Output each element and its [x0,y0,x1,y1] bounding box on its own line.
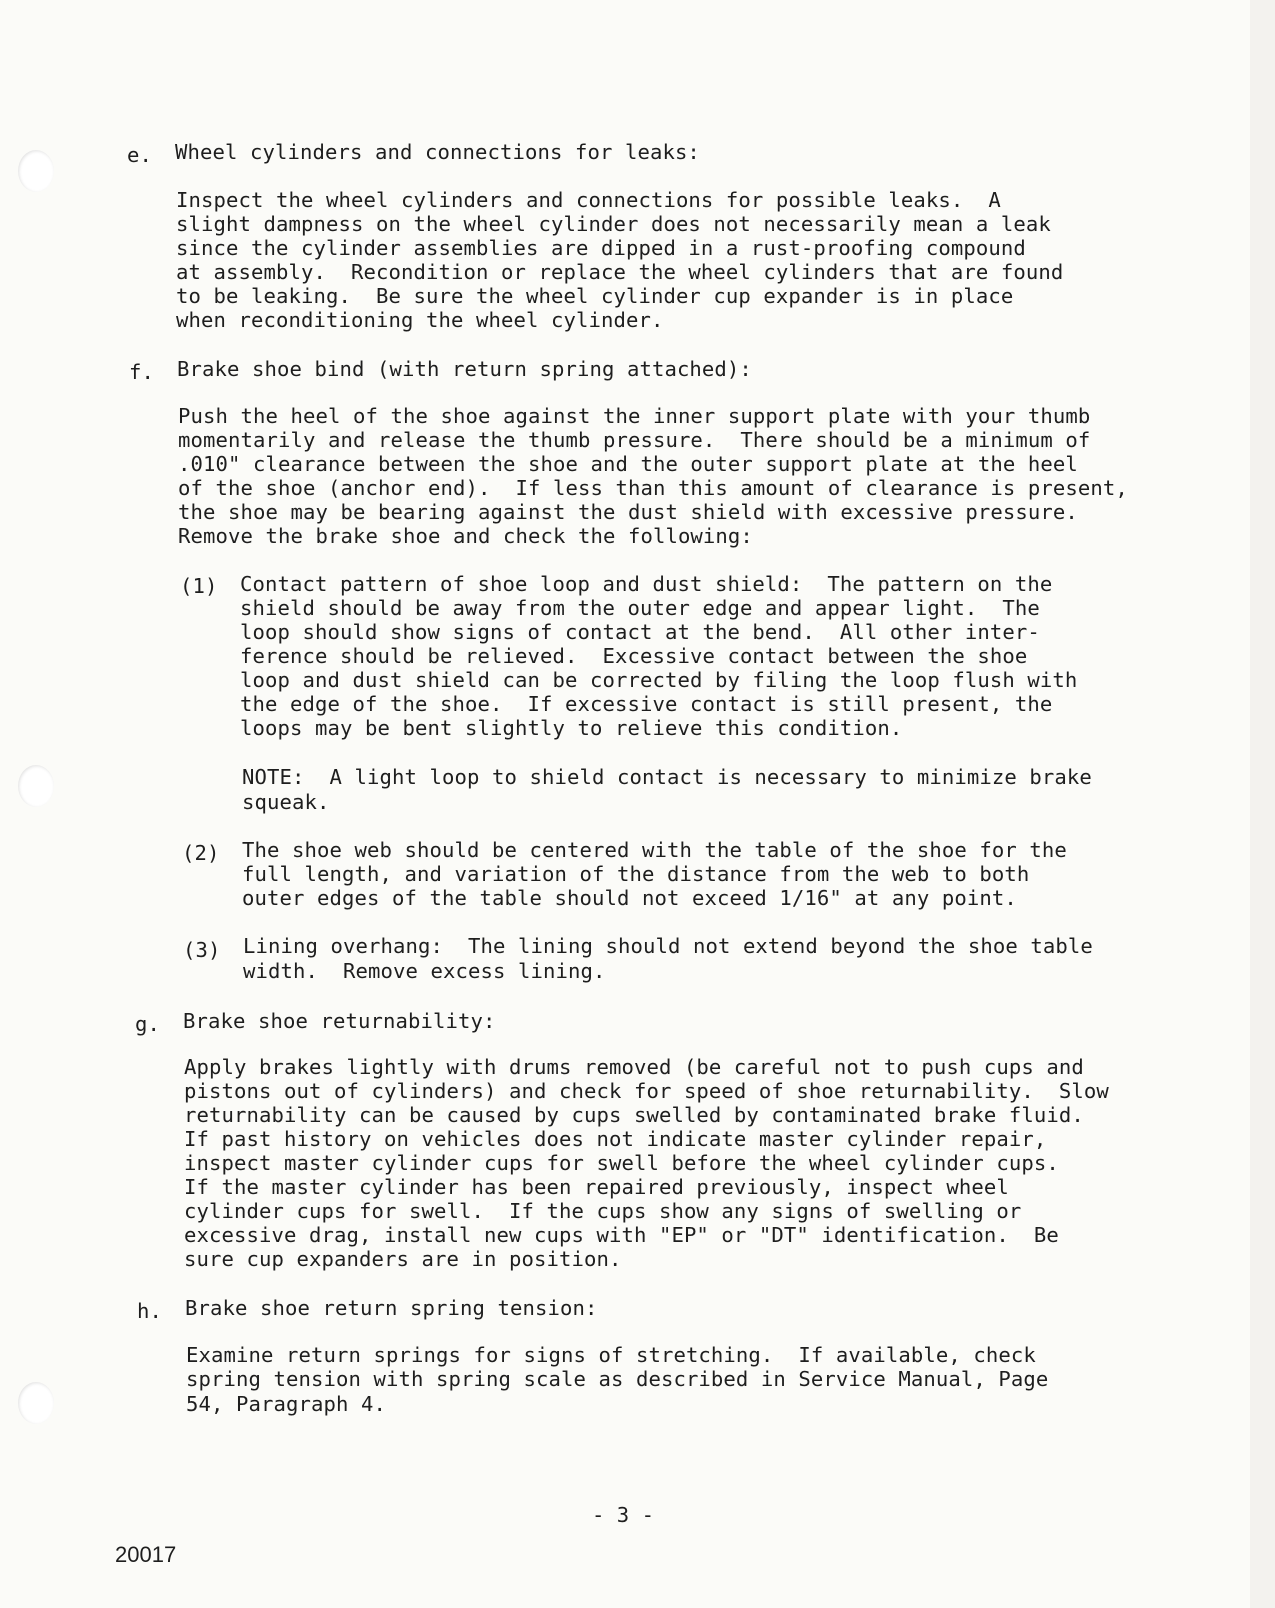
punch-hole [18,150,54,192]
body-line: If past history on vehicles does not indicate master cylinder repair, [184,1127,1047,1151]
item-number: (1) [180,574,218,598]
body-line: pistons out of cylinders) and check for speed of shoe returnability. Slow [184,1079,1109,1103]
body-line: sure cup expanders are in position. [184,1247,622,1271]
body-line: excessive drag, install new cups with "EP" or "DT" identification. Be [184,1223,1059,1247]
item-line: loop should show signs of contact at the bend. All other inter- [240,620,1040,644]
item-line: loops may be bent slightly to relieve this condition. [240,716,903,740]
section-heading: Brake shoe returnability: [183,1009,496,1033]
section-heading: Wheel cylinders and connections for leaks: [175,140,700,164]
section-heading: Brake shoe bind (with return spring attached): [177,357,752,381]
document-number: 20017 [115,1542,177,1567]
body-line: the shoe may be bearing against the dust shield with excessive pressure. [178,500,1078,524]
item-number: (2) [182,841,220,865]
body-line: returnability can be caused by cups swelled by contaminated brake fluid. [184,1103,1084,1127]
item-line: ference should be relieved. Excessive contact between the shoe [240,644,1028,668]
punch-hole [18,765,54,807]
item-line: full length, and variation of the distance from the web to both [242,862,1030,886]
section-heading: Brake shoe return spring tension: [185,1296,598,1320]
item-number: (3) [183,938,221,962]
body-line: Remove the brake shoe and check the following: [178,524,753,548]
punch-hole [18,1382,54,1424]
section-letter: f. [129,360,154,384]
item-line: shield should be away from the outer edge and appear light. The [240,596,1040,620]
body-line: If the master cylinder has been repaired previously, inspect wheel [184,1175,1009,1199]
body-line: inspect master cylinder cups for swell before the wheel cylinder cups. [184,1151,1059,1175]
body-line: Apply brakes lightly with drums removed (be careful not to push cups and [184,1055,1084,1079]
item-line: Contact pattern of shoe loop and dust shield: The pattern on the [240,572,1053,596]
body-line: at assembly. Recondition or replace the wheel cylinders that are found [176,260,1064,284]
item-line: The shoe web should be centered with the table of the shoe for the [242,838,1067,862]
body-line: Inspect the wheel cylinders and connections for possible leaks. A [176,188,1001,212]
body-line: to be leaking. Be sure the wheel cylinder cup expander is in place [176,284,1014,308]
body-line: cylinder cups for swell. If the cups show any signs of swelling or [184,1199,1022,1223]
page-number: - 3 - [592,1503,654,1527]
item-line: the edge of the shoe. If excessive contact is still present, the [240,692,1053,716]
section-letter: e. [127,143,152,167]
body-line: .010" clearance between the shoe and the outer support plate at the heel [178,452,1078,476]
note-line: squeak. [242,790,330,814]
item-line: width. Remove excess lining. [243,959,606,983]
section-letter: g. [135,1012,160,1036]
body-line: when reconditioning the wheel cylinder. [176,308,664,332]
body-line: momentarily and release the thumb pressure. There should be a minimum of [178,428,1091,452]
body-line: since the cylinder assemblies are dipped in a rust-proofing compound [176,236,1026,260]
section-letter: h. [137,1299,162,1323]
body-line: 54, Paragraph 4. [186,1392,386,1416]
body-line: of the shoe (anchor end). If less than this amount of clearance is present, [178,476,1128,500]
body-line: Push the heel of the shoe against the inner support plate with your thumb [178,404,1091,428]
item-line: outer edges of the table should not exceed 1/16" at any point. [242,886,1017,910]
body-line: slight dampness on the wheel cylinder does not necessarily mean a leak [176,212,1051,236]
item-line: loop and dust shield can be corrected by filing the loop flush with [240,668,1078,692]
note-line: NOTE: A light loop to shield contact is necessary to minimize brake [242,765,1092,789]
item-line: Lining overhang: The lining should not extend beyond the shoe table [243,934,1093,958]
body-line: spring tension with spring scale as described in Service Manual, Page [186,1367,1049,1391]
body-line: Examine return springs for signs of stretching. If available, check [186,1343,1036,1367]
